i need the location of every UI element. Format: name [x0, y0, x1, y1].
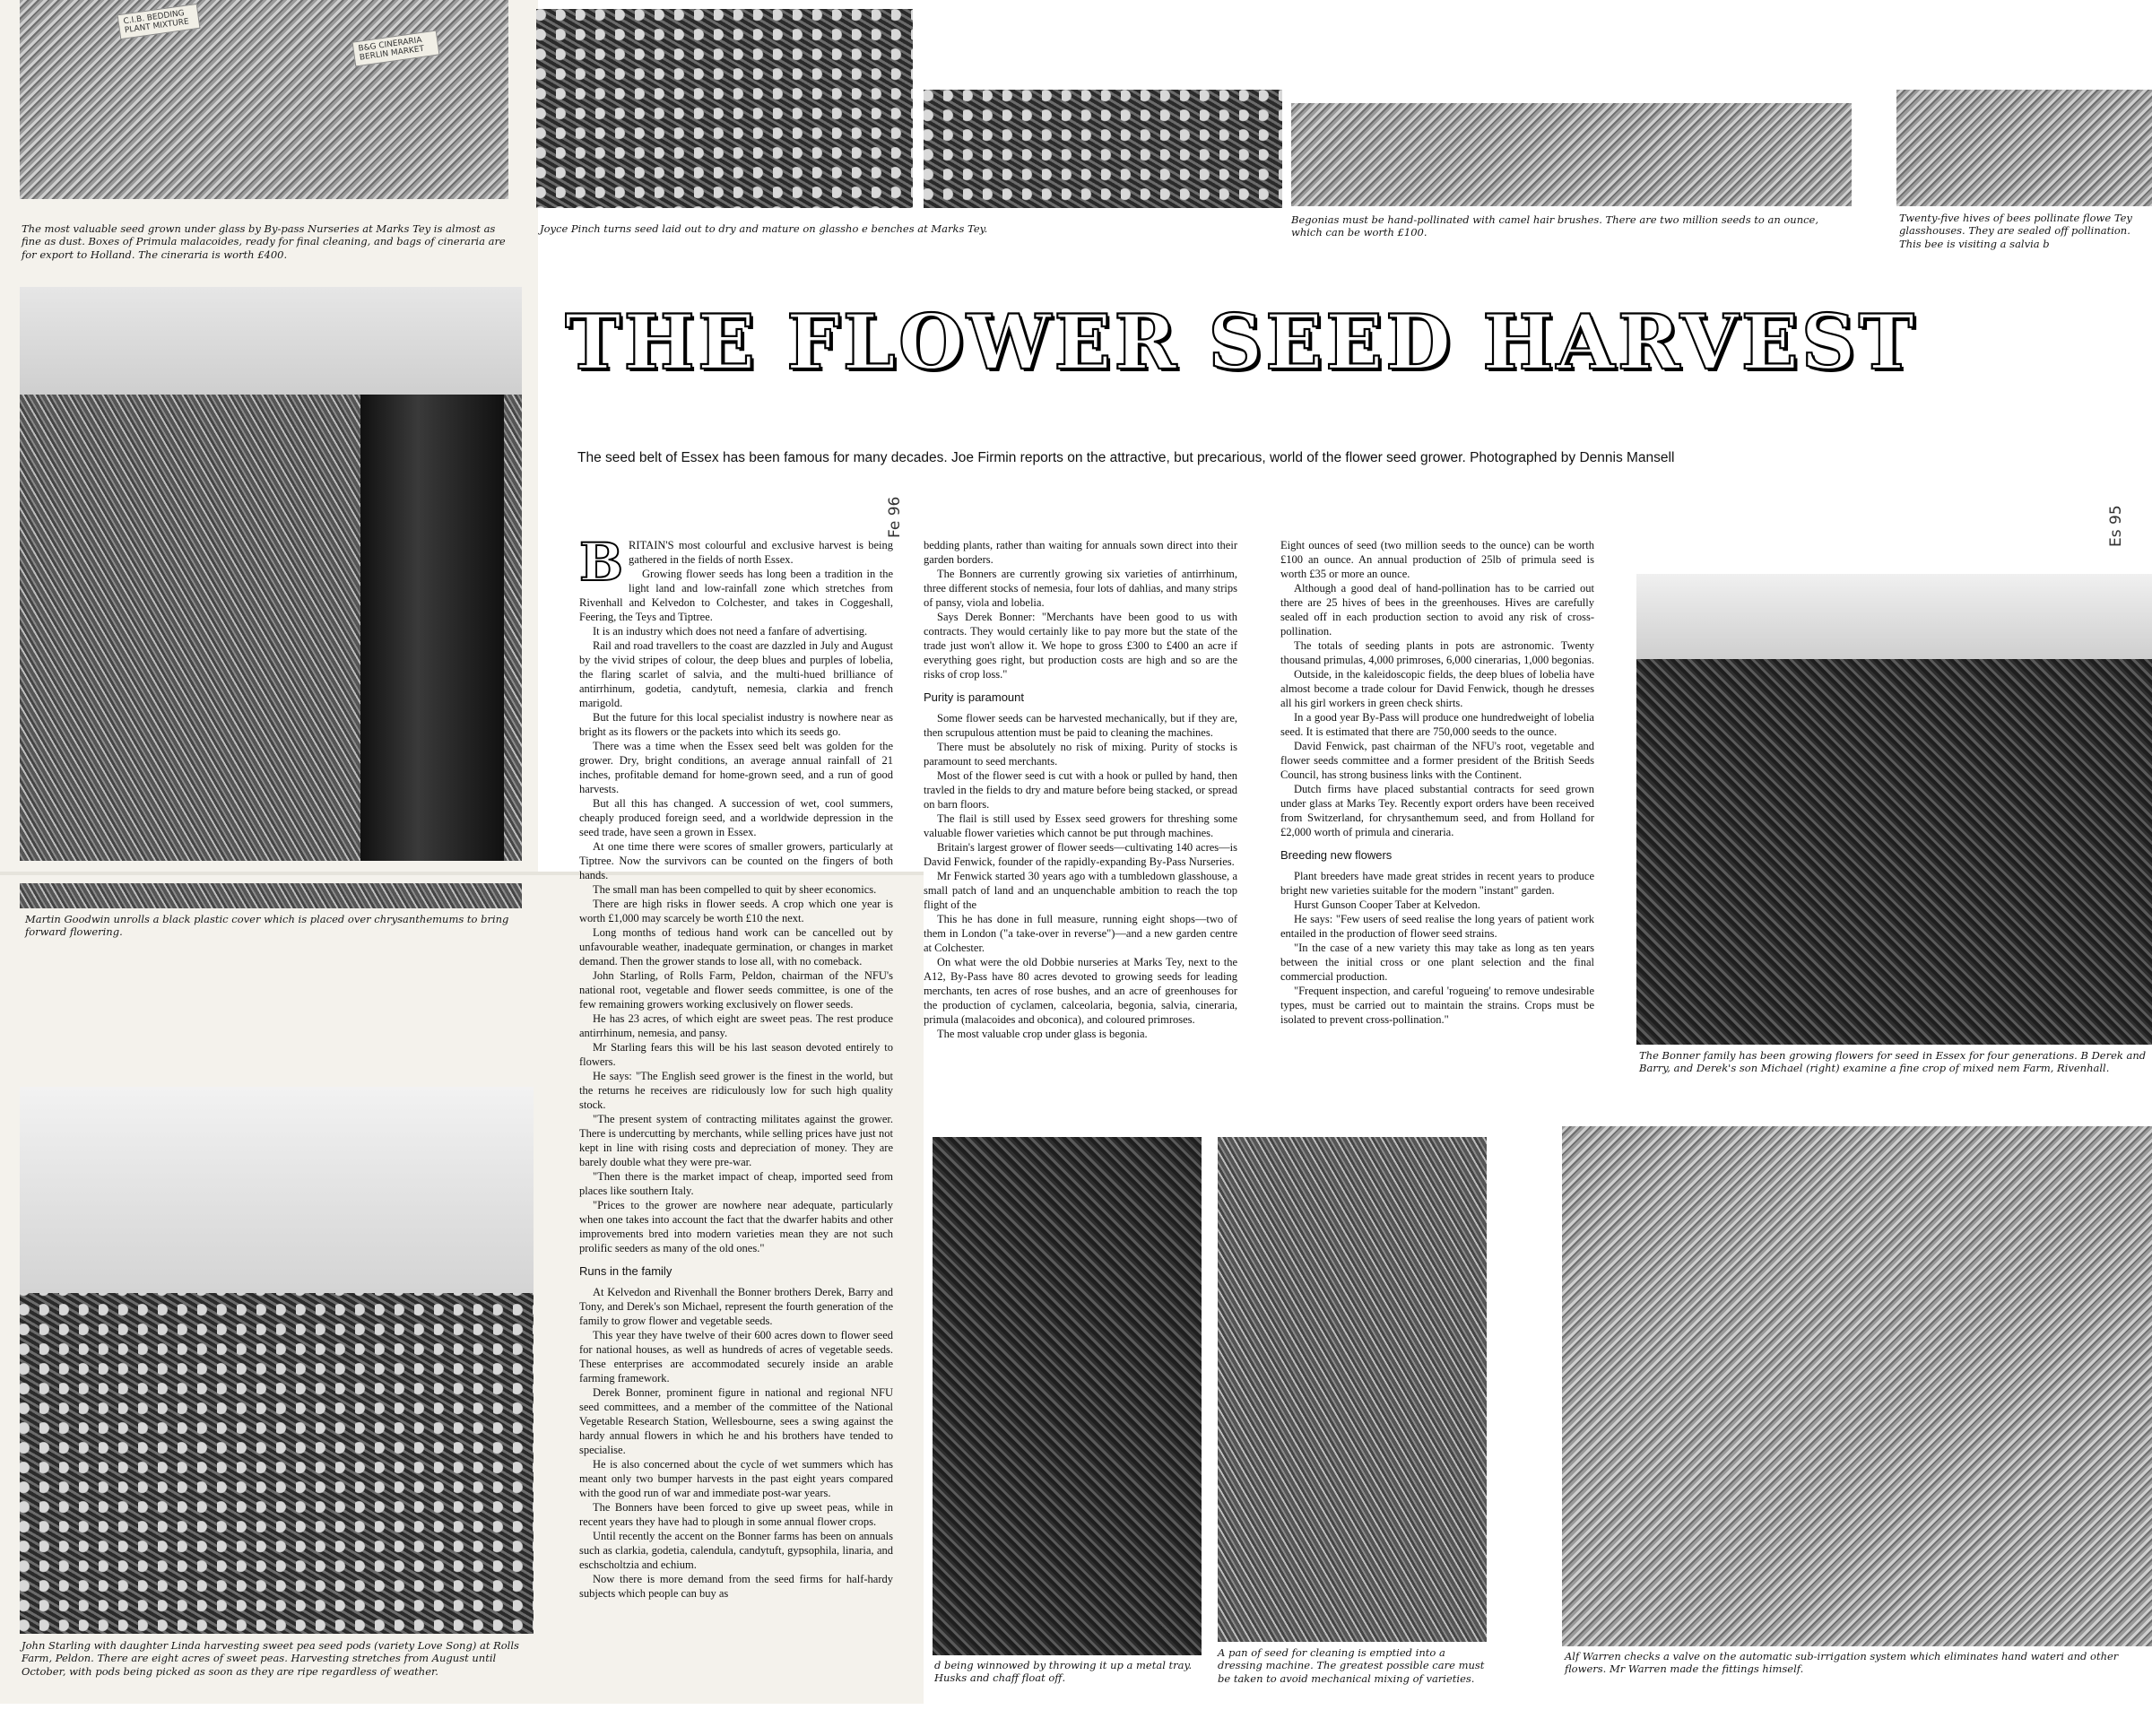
paragraph: Mr Starling fears this will be his last season devoted entirely to flowers.: [579, 1041, 893, 1068]
john-starling-photo: [20, 1087, 534, 1634]
body-column-3: [1280, 538, 1594, 1087]
paragraph: Britain's largest grower of flower seeds—cultivating 140 acres—is David Fenwick, founder of the rapidly-expanding By-Pass Nurseries.: [924, 840, 1237, 868]
paragraph: bedding plants, rather than waiting for annuals sown direct into their garden borders.: [924, 539, 1237, 566]
bag-label-right: B&G CINERARIA BERLIN MARKET: [352, 30, 440, 67]
seed-bags-photo: [20, 0, 508, 199]
paragraph: Derek Bonner, prominent figure in national and regional NFU seed committees, and a member of the committee of the National Vegetable Research Station, Wellesbourne, sees a swing against the hardy annual flowers in which he and his brothers have tended to specialise.: [579, 1385, 893, 1456]
subhead-runs-in-the-family: Runs in the family: [579, 1264, 672, 1278]
paragraph: At Kelvedon and Rivenhall the Bonner brothers Derek, Barry and Tony, and Derek's son Michael, represent the fourth generation of the family to grow flower and vegetable seeds.: [579, 1285, 893, 1327]
paragraph: But the future for this local specialist industry is nowhere near as bright as its flowers or the packets into which its seeds go.: [579, 711, 893, 738]
paragraph: Until recently the accent on the Bonner farms has been on annuals such as clarkia, godetia, calendula, candytuft, gypsophila, linaria, and eschscholtzia and echium.: [579, 1529, 893, 1571]
martin-goodwin-photo-lower: [20, 883, 522, 908]
paragraph: Hurst Gunson Cooper Taber at Kelvedon.: [1294, 898, 1480, 911]
joyce-pinch-photo: [536, 9, 913, 208]
paragraph: At one time there were scores of smaller growers, particularly at Tiptree. Now the survivors can be counted on the fingers of both hands.: [579, 840, 893, 881]
paragraph: But all this has changed. A succession of wet, cool summers, cheaply produced foreign seed, and a worldwide depression in the seed trade, have seen a grown in Essex.: [579, 797, 893, 838]
paragraph: The most valuable crop under glass is begonia.: [937, 1027, 1148, 1040]
winnowing-caption: d being winnowed by throwing it up a metal tray. Husks and chaff float off.: [934, 1659, 1193, 1685]
joyce-pinch-photo-right: [924, 90, 1282, 208]
paragraph: Says Derek Bonner: "Merchants have been good to us with contracts. They would certainly like to pay more but the state of the trade just won't allow it. We hope to gross £300 to £400 an acre if everything goes right, but production costs are high and so are the risks of crop loss.": [924, 611, 1237, 681]
sky-area: [20, 287, 522, 395]
paragraph: "In the case of a new variety this may take as long as ten years between the initial cross or one plant selection and the final commercial production.: [1280, 941, 1594, 983]
martin-goodwin-photo: [20, 287, 522, 861]
paragraph: Eight ounces of seed (two million seeds to the ounce) can be worth £100 an ounce. An annual production of 25lb of primula seed is worth £35 or more an ounce.: [1280, 539, 1594, 580]
begonias-photo: [1291, 103, 1852, 206]
john-starling-caption: John Starling with daughter Linda harvesting sweet pea seed pods (variety Love Song) at Rolls Farm, Peldon. There are eight acres of sweet peas. Harvesting stretches from August until October, with pods being picked as soon as they are ripe regardless of weather.: [22, 1639, 519, 1678]
article-standfirst: The seed belt of Essex has been famous for many decades. Joe Firmin reports on the attractive, but precarious, world of the flower seed grower. Photographed by Dennis Mansell: [577, 450, 1675, 465]
paragraph: This year they have twelve of their 600 acres down to flower seed for national houses, as well as hundreds of acres of vegetable seeds. These enterprises are accommodated securely inside an arable farming framework.: [579, 1328, 893, 1384]
paragraph: Rail and road travellers to the coast are dazzled in July and August by the vivid stripes of colour, the deep blues and purples of lobelia, the flaring scarlet of salvia, and the multi-hued brilliance of antirrhinum, godetia, candytuft, nemesia, clarkia and french marigold.: [579, 639, 893, 709]
paragraph: Outside, in the kaleidoscopic fields, the deep blues of lobelia have almost become a trade colour for David Fenwick, though he dresses all his girl workers in green check shirts.: [1280, 668, 1594, 709]
bees-caption: Twenty-five hives of bees pollinate flowe Tey glasshouses. They are sealed off pollination. This bee is visiting a salvia b: [1899, 212, 2132, 250]
bonner-family-caption: The Bonner family has been growing flowers for seed in Essex for four generations. B Derek and Barry, and Derek's son Michael (right) examine a fine crop of mixed nem Farm, Rivenhall.: [1639, 1049, 2147, 1075]
paragraph: There was a time when the Essex seed belt was golden for the grower. Dry, bright conditions, an average annual rainfall of 21 inches, profitable demand for home-grown seed, and a run of good harvests.: [579, 740, 893, 795]
body-column-2: [924, 538, 1237, 1087]
paragraph: He says: "Few users of seed realise the long years of patient work entailed in the production of flower seed strains.: [1280, 912, 1594, 940]
paragraph: Dutch firms have placed substantial contracts for seed grown under glass at Marks Tey. Recently export orders have been received from Switzerland, for chrysanthemum seed, and from Holland for £2,000 worth of primula and cineraria.: [1280, 783, 1594, 838]
body-column-1: [579, 538, 893, 1699]
paragraph: There are high risks in flower seeds. A crop which one year is worth £1,000 may scarcely be worth £10 the next.: [579, 898, 893, 924]
paragraph: "Frequent inspection, and careful 'rogueing' to remove undesirable types, must be carried out to maintain the strains. Crops must be isolated to prevent cross-pollination.": [1280, 984, 1594, 1026]
bonner-family-photo: [1636, 574, 2152, 1045]
paragraph: RITAIN'S most colourful and exclusive harvest is being gathered in the fields of north Essex.: [629, 539, 893, 566]
paragraph: It is an industry which does not need a fanfare of advertising.: [593, 625, 868, 638]
joyce-pinch-caption: Joyce Pinch turns seed laid out to dry and mature on glassho e benches at Marks Tey.: [540, 222, 988, 235]
martin-goodwin-caption: Martin Goodwin unrolls a black plastic cover which is placed over chrysanthemums to bring forward flowering.: [25, 913, 509, 939]
pan-of-seed-caption: A pan of seed for cleaning is emptied into a dressing machine. The greatest possible care must be taken to avoid mechanical mixing of varieties.: [1218, 1646, 1485, 1685]
paragraph: John Starling, of Rolls Farm, Peldon, chairman of the NFU's national root, vegetable and flower seeds committee, is one of the few remaining growers working exclusively on flower seeds.: [579, 969, 893, 1011]
paragraph: He is also concerned about the cycle of wet summers which has meant only two bumper harvests in the past eight years compared with the good run of war and immediate post-war years.: [579, 1457, 893, 1499]
paragraph: The Bonners have been forced to give up sweet peas, while in recent years they have had to plough in some annual flower crops.: [579, 1500, 893, 1528]
bag-label-left: C.I.B. BEDDING PLANT MIXTURE: [117, 4, 200, 39]
paragraph: There must be absolutely no risk of mixing. Purity of stocks is paramount to seed merchants.: [924, 740, 1237, 768]
pan-of-seed-photo: [1218, 1137, 1487, 1642]
paragraph: He says: "The English seed grower is the finest in the world, but the returns he receives are ridiculously low for such high quality stock.: [579, 1070, 893, 1111]
drop-cap: B: [579, 538, 624, 593]
paragraph: Plant breeders have made great strides in recent years to produce bright new varieties suitable for the modern "instant" garden.: [1280, 869, 1594, 897]
alf-warren-photo: [1562, 1126, 2152, 1646]
paragraph: Mr Fenwick started 30 years ago with a tumbledown glasshouse, a small patch of land and an unquenchable ambition to reach the top flight of the: [924, 869, 1237, 911]
handwritten-note-1: Fe 96: [886, 496, 904, 538]
paragraph: Some flower seeds can be harvested mechanically, but if they are, then scrupulous attention must be paid to cleaning the machines.: [924, 711, 1237, 739]
handwritten-note-2: Es 95: [2107, 505, 2125, 547]
paragraph: Growing flower seeds has long been a tradition in the light land and low-rainfall zone which stretches from Rivenhall and Kelvedon to Colchester, and takes in Coggeshall, Feering, the Teys and Tiptree.: [579, 568, 893, 623]
seed-bags-caption: The most valuable seed grown under glass by By-pass Nurseries at Marks Tey is almost as fine as dust. Boxes of Primula malacoides, ready for final cleaning, and bags of cineraria are for export to Holland. The cineraria is worth £400.: [22, 222, 506, 261]
paragraph: The small man has been compelled to quit by sheer economics.: [593, 883, 877, 896]
bees-photo: [1896, 90, 2152, 206]
paragraph: Long months of tedious hand work can be cancelled out by unfavourable weather, inadequate germination, or changes in market demand. Then the grower stands to lose all, with no comeback.: [579, 926, 893, 968]
paragraph: "Then there is the market impact of cheap, imported seed from places like southern Italy.: [579, 1170, 893, 1197]
paragraph: "The present system of contracting militates against the grower. There is undercutting by merchants, while selling prices have just not kept in line with rising costs and depreciation of money. They are barely double what they were pre-war.: [579, 1113, 893, 1168]
paragraph: Most of the flower seed is cut with a hook or pulled by hand, then travled in the fields to dry and mature before being stacked, or spread on barn floors.: [924, 768, 1237, 811]
begonias-caption: Begonias must be hand-pollinated with camel hair brushes. There are two million seeds to an ounce, which can be worth £100.: [1291, 213, 1819, 239]
subhead-breeding-new-flowers: Breeding new flowers: [1280, 848, 1393, 862]
paragraph: Although a good deal of hand-pollination has to be carried out there are 25 hives of bees in the greenhouses. Hives are carefully sealed off in each production section to avoid any risk of cross-pollination.: [1280, 582, 1594, 638]
paragraph: The totals of seeding plants in pots are astronomic. Twenty thousand primulas, 4,000 primroses, 6,000 cinerarias, 1,000 begonias.: [1280, 639, 1594, 666]
paragraph: Now there is more demand from the seed firms for half-hardy subjects which people can buy as: [579, 1572, 893, 1600]
subhead-purity-is-paramount: Purity is paramount: [924, 690, 1024, 704]
paragraph: This he has done in full measure, running eight shops—two of them in London ("a take-over in reverse")—and a new garden centre at Colchester.: [924, 912, 1237, 954]
alf-warren-caption: Alf Warren checks a valve on the automatic sub-irrigation system which eliminates hand wateri and other flowers. Mr Warren made the fittings himself.: [1565, 1650, 2119, 1676]
paragraph: He has 23 acres, of which eight are sweet peas. The rest produce antirrhinum, nemesia, and pansy.: [579, 1012, 893, 1039]
paragraph: In a good year By-Pass will produce one hundredweight of lobelia seed. It is estimated that there are 750,000 seeds to the ounce.: [1280, 711, 1594, 738]
paragraph: The flail is still used by Essex seed growers for threshing some valuable flower varieties which cannot be put through machines.: [924, 812, 1237, 839]
paragraph: "Prices to the grower are nowhere near adequate, particularly when one takes into account the fact that the dwarfer habits and other improvements bred into modern varieties mean they are not such prolific seeders as many of the old ones.": [579, 1199, 893, 1254]
article-headline: THE FLOWER SEED HARVEST: [565, 298, 1917, 386]
paragraph: David Fenwick, past chairman of the NFU's root, vegetable and flower seeds committee and a former president of the British Seeds Council, has strong business links with the Continent.: [1280, 740, 1594, 781]
winnowing-photo: [933, 1137, 1202, 1655]
sky-area: [1636, 574, 2152, 659]
sky-area: [20, 1087, 534, 1293]
paragraph: The Bonners are currently growing six varieties of antirrhinum, three different stocks of nemesia, four lots of dahlias, and many strips of pansy, viola and lobelia.: [924, 568, 1237, 609]
paragraph: On what were the old Dobbie nurseries at Marks Tey, next to the A12, By-Pass have 80 acres devoted to growing seeds for leading merchants, ten acres of rose bushes, and an acre of greenhouses for the production of cyclamen, calceolaria, begonia, salvia, cineraria, primula (malacoides and obconica), and coloured primroses.: [924, 955, 1237, 1026]
